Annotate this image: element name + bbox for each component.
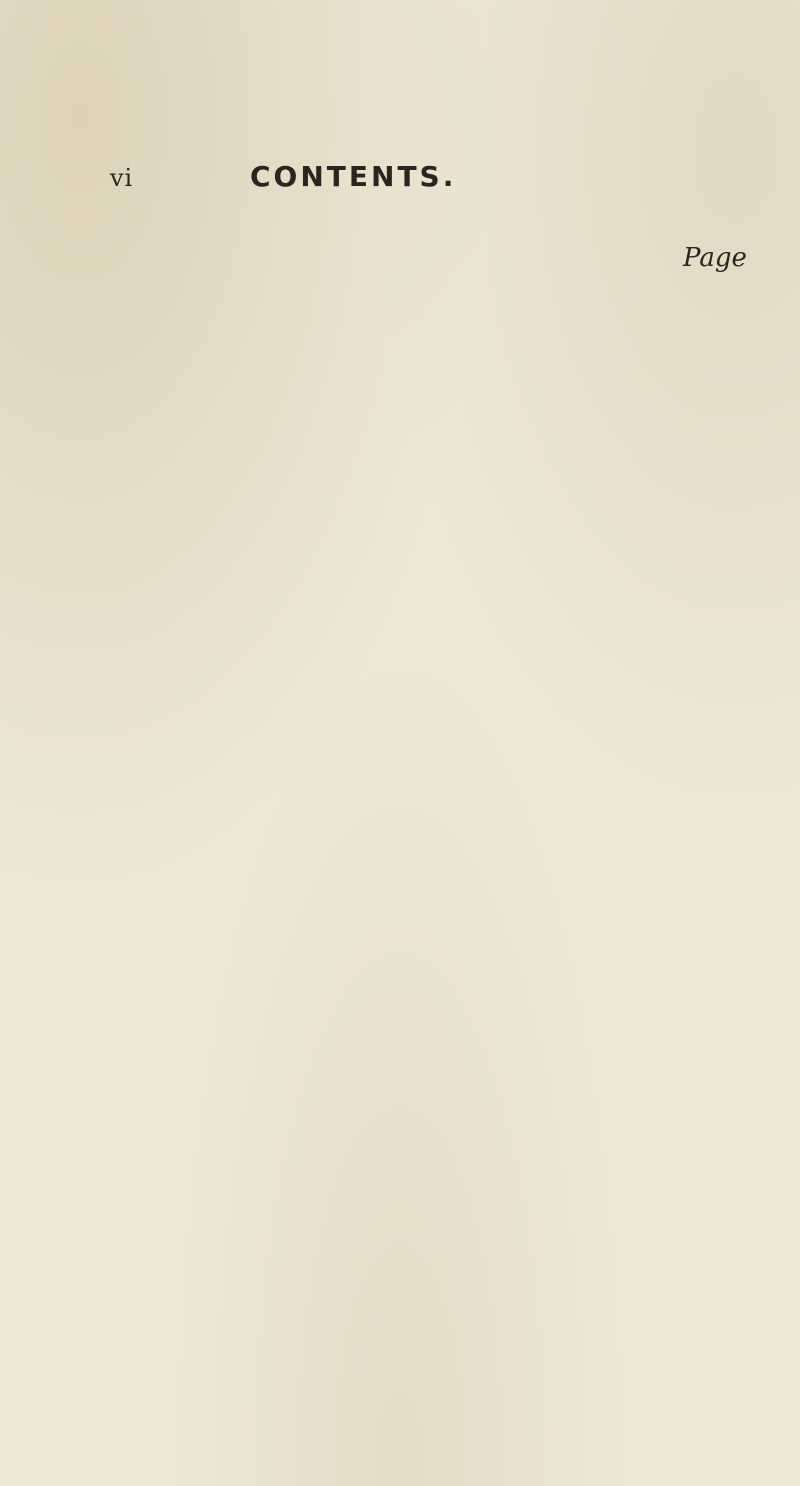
page-title: CONTENTS. — [250, 160, 457, 193]
running-header — [110, 160, 730, 196]
page-column-label: Page — [683, 243, 747, 273]
page-number: vi — [110, 164, 134, 192]
